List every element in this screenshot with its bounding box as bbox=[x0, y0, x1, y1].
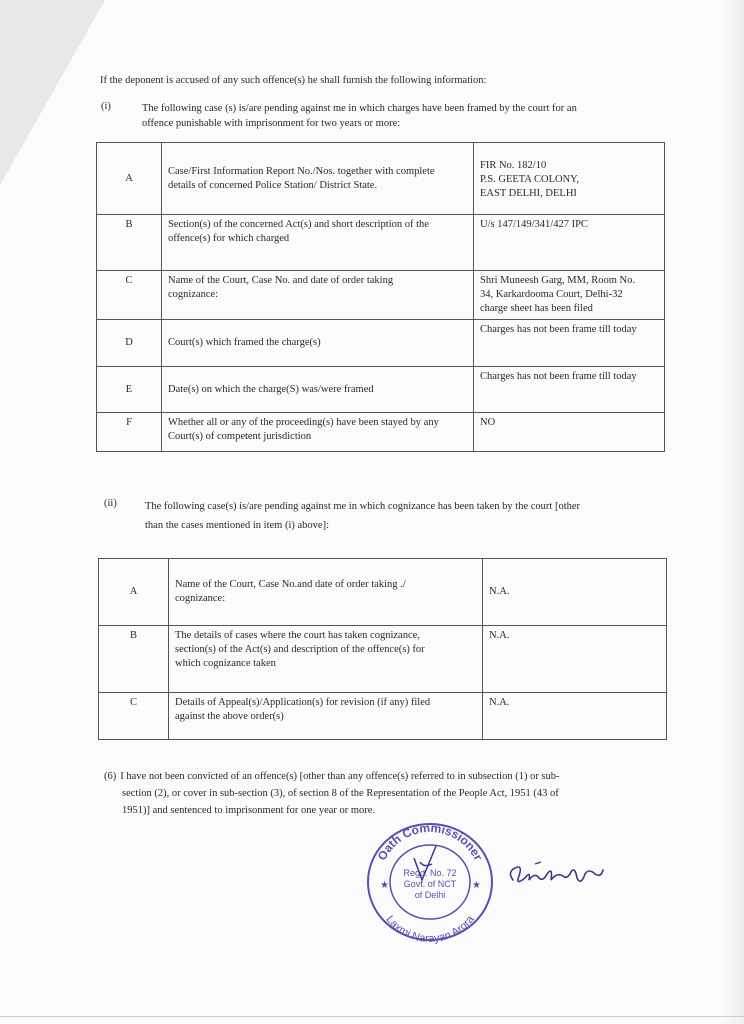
row-letter: B bbox=[99, 626, 169, 693]
table-row bbox=[97, 143, 665, 215]
row-letter: A bbox=[99, 559, 169, 626]
section-6-text bbox=[104, 768, 634, 819]
row-question bbox=[169, 559, 483, 626]
row-question bbox=[169, 626, 483, 693]
section-ii-line1: The following case(s) is/are pending against me in which cognizance has been taken by the court [other bbox=[145, 501, 581, 512]
row-letter: A bbox=[97, 143, 162, 215]
row-letter: D bbox=[97, 320, 162, 367]
page-bottom-rule bbox=[0, 1016, 744, 1017]
table-row bbox=[97, 215, 665, 271]
row-answer: NO bbox=[474, 413, 665, 452]
answer-line: EAST DELHI, DELHI bbox=[480, 188, 577, 199]
folded-page-corner bbox=[0, 0, 105, 185]
oath-commissioner-stamp bbox=[362, 818, 498, 946]
table-row bbox=[99, 559, 667, 626]
table-row bbox=[97, 271, 665, 320]
table-row bbox=[97, 320, 665, 367]
row-question bbox=[162, 413, 474, 452]
stamp-star-right: ★ bbox=[472, 880, 481, 891]
question-line: Name of the Court, Case No. and date of order taking bbox=[168, 275, 394, 286]
row-letter: C bbox=[99, 693, 169, 740]
table-row bbox=[99, 626, 667, 693]
section-i-line1: The following case (s) is/are pending against me in which charges have been framed by the court for an bbox=[142, 103, 577, 114]
row-answer: U/s 147/149/341/427 IPC bbox=[474, 215, 665, 271]
table-row bbox=[99, 693, 667, 740]
answer-line: charge sheet has been filed bbox=[480, 303, 593, 314]
row-letter: C bbox=[97, 271, 162, 320]
stamp-inner-line3: of Delhi bbox=[414, 890, 446, 900]
section-6-line3: 1951)] and sentenced to imprisonment for one year or more. bbox=[122, 805, 376, 816]
section-ii-text bbox=[145, 497, 665, 535]
table-row bbox=[97, 367, 665, 413]
table-row bbox=[97, 413, 665, 452]
question-line: The details of cases where the court has taken cognizance, bbox=[175, 630, 420, 641]
answer-line: 34, Karkardooma Court, Delhi-32 bbox=[480, 289, 623, 300]
question-line: Court(s) of competent jurisdiction bbox=[168, 431, 312, 442]
row-answer bbox=[474, 271, 665, 320]
row-answer: N.A. bbox=[483, 626, 667, 693]
question-line: Section(s) of the concerned Act(s) and short description of the bbox=[168, 219, 429, 230]
question-line: cognizance: bbox=[175, 593, 226, 604]
answer-line: FIR No. 182/10 bbox=[480, 160, 547, 171]
section-6-number: (6) bbox=[104, 771, 117, 782]
cognizance-table bbox=[98, 558, 667, 740]
row-question bbox=[162, 143, 474, 215]
svg-text:Oath Commissioner bbox=[375, 821, 486, 863]
row-question: Court(s) which framed the charge(s) bbox=[162, 320, 474, 367]
svg-text:Laxmi Narayan Arora bbox=[383, 913, 477, 945]
row-answer: Charges has not been frame till today bbox=[474, 367, 665, 413]
question-line: Details of Appeal(s)/Application(s) for revision (if any) filed bbox=[175, 697, 431, 708]
answer-line: Shri Muneesh Garg, MM, Room No. bbox=[480, 275, 635, 286]
stamp-outer-top-text: Oath Commissioner bbox=[374, 820, 486, 863]
intro-text: If the deponent is accused of any such offence(s) he shall furnish the following information: bbox=[100, 75, 487, 86]
stamp-inner-line1: Regd. No. 72 bbox=[403, 868, 457, 878]
section-ii-line2: than the cases mentioned in item (i) above]: bbox=[145, 520, 329, 531]
row-question bbox=[162, 215, 474, 271]
row-letter: F bbox=[97, 413, 162, 452]
question-line: Name of the Court, Case No.and date of order taking ./ bbox=[175, 579, 406, 590]
section-ii-number: (ii) bbox=[104, 498, 117, 509]
question-line: section(s) of the Act(s) and description of the offence(s) for bbox=[175, 644, 425, 655]
question-line: which cognizance taken bbox=[175, 658, 276, 669]
stamp-star-left: ★ bbox=[380, 880, 389, 891]
question-line: Case/First Information Report No./Nos. together with complete bbox=[168, 165, 435, 177]
section-i-number: (i) bbox=[101, 101, 111, 112]
row-question: Date(s) on which the charge(S) was/were framed bbox=[162, 367, 474, 413]
section-6-line1: I have not been convicted of an offence(s) [other than any offence(s) referred to in subsection (1) or sub- bbox=[120, 771, 560, 782]
row-answer: N.A. bbox=[483, 693, 667, 740]
answer-line: P.S. GEETA COLONY, bbox=[480, 174, 580, 185]
stamp-inner-line2: Govt. of NCT bbox=[403, 879, 457, 889]
page-edge-shadow bbox=[720, 0, 744, 1024]
row-answer bbox=[474, 143, 665, 215]
question-line: Whether all or any of the proceeding(s) have been stayed by any bbox=[168, 417, 439, 428]
row-question bbox=[169, 693, 483, 740]
section-i-text bbox=[142, 101, 662, 131]
row-question bbox=[162, 271, 474, 320]
question-line: details of concerned Police Station/ District State. bbox=[168, 179, 378, 191]
question-line: against the above order(s) bbox=[175, 711, 284, 722]
pending-charges-table bbox=[96, 142, 665, 452]
row-letter: E bbox=[97, 367, 162, 413]
question-line: offence(s) for which charged bbox=[168, 233, 290, 244]
question-line: cognizance: bbox=[168, 289, 219, 300]
row-letter: B bbox=[97, 215, 162, 271]
stamp-outer-bottom-text: Laxmi Narayan Arora bbox=[383, 913, 477, 946]
section-i-line2: offence punishable with imprisonment for two years or more: bbox=[142, 118, 401, 129]
row-answer: Charges has not been frame till today bbox=[474, 320, 665, 367]
row-answer: N.A. bbox=[483, 559, 667, 626]
section-6-line2: section (2), or cover in sub-section (3), of section 8 of the Representation of the People Act, 1951 (43 of bbox=[122, 788, 559, 799]
handwritten-signature bbox=[505, 852, 615, 892]
